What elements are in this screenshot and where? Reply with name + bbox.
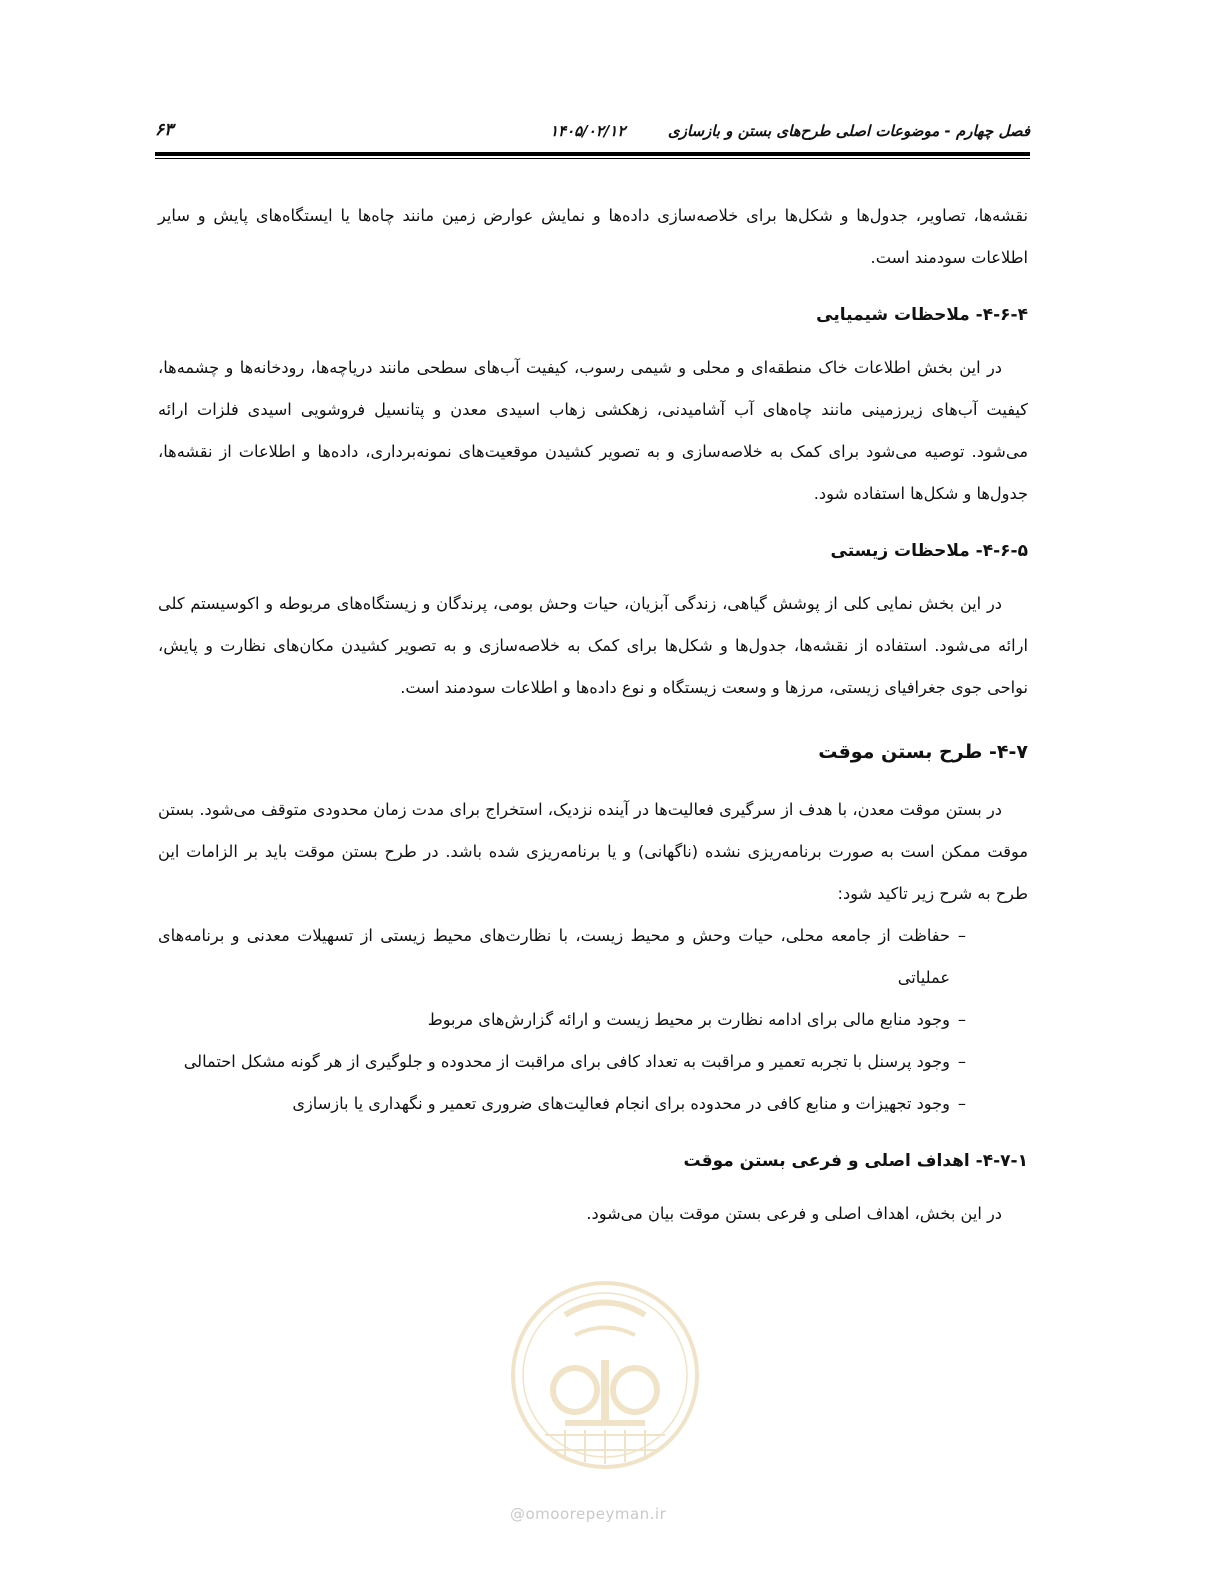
chapter-title: فصل چهارم - موضوعات اصلی طرح‌های بستن و بازسازی: [667, 122, 1030, 140]
section-heading-goals: ۴-۷-۱- اهداف اصلی و فرعی بستن موقت: [683, 1151, 1028, 1171]
section-body-chemical: در این بخش اطلاعات خاک منطقه‌ای و محلی و شیمی رسوب، کیفیت آب‌های سطحی مانند دریاچه‌ها، رودخانه‌ها و چشمه‌ها، کیفیت آب‌های زیرزمینی مانند چاه‌های آب آشامیدنی، زهکشی زهاب اسیدی معدن و پتانسیل فروشویی اسیدی فلزات ارائه می‌شود. توصیه می‌شود برای کمک به خلاصه‌سازی و به تصویر کشیدن موقعیت‌های نمونه‌برداری، داده‌ها و اطلاعات از نقشه‌ها، جدول‌ها و شکل‌ها استفاده شود.: [158, 358, 1028, 503]
list-item: [158, 1041, 1028, 1083]
list-item: [158, 999, 1028, 1041]
page-header: [155, 118, 1030, 148]
bullet-dash: –: [957, 1010, 966, 1029]
header-rule-thin: [155, 158, 1030, 159]
section-body-temporary-closure: در بستن موقت معدن، با هدف از سرگیری فعالیت‌ها در آینده نزدیک، استخراج برای مدت زمان محدودی متوقف می‌شود. بستن موقت ممکن است به صورت برنامه‌ریزی نشده (ناگهانی) و یا برنامه‌ریزی شده باشد. در طرح بستن موقت باید بر الزامات این طرح به شرح زیر تاکید شود:: [158, 800, 1028, 903]
section-heading-chemical: ۴-۶-۴- ملاحظات شیمیایی: [816, 305, 1028, 325]
section-body-goals: در این بخش، اهداف اصلی و فرعی بستن موقت بیان می‌شود.: [586, 1204, 1002, 1223]
document-date: ۱۴۰۵/۰۲/۱۲: [550, 122, 626, 140]
requirements-list: [158, 915, 1028, 1125]
list-item-text: وجود پرسنل با تجربه تعمیر و مراقبت به تعداد کافی برای مراقبت از محدوده و جلوگیری از هر گونه مشکل احتمالی: [183, 1052, 950, 1071]
header-rule-thick: [155, 152, 1030, 156]
page-body: [158, 195, 1028, 1235]
section-heading-temporary-closure: ۴-۷- طرح بستن موقت: [818, 741, 1028, 763]
page-number: ۶۳: [155, 120, 174, 140]
list-item-text: وجود تجهیزات و منابع کافی در محدوده برای انجام فعالیت‌های ضروری تعمیر و نگهداری یا بازسازی: [292, 1094, 950, 1113]
list-item-text: حفاظت از جامعه محلی، حیات وحش و محیط زیست، با نظارت‌های محیط زیستی از تسهیلات معدنی و برنامه‌های عملیاتی: [158, 926, 950, 987]
watermark-text: @omoorepeyman.ir: [510, 1505, 667, 1523]
intro-paragraph: نقشه‌ها، تصاویر، جدول‌ها و شکل‌ها برای خلاصه‌سازی داده‌ها و نمایش عوارض زمین مانند چاه‌ها یا ایستگاه‌های پایش و سایر اطلاعات سودمند است.: [158, 206, 1028, 267]
list-item: [158, 1083, 1028, 1125]
list-item: [158, 915, 1028, 999]
list-item-text: وجود منابع مالی برای ادامه نظارت بر محیط زیست و ارائه گزارش‌های مربوط: [427, 1010, 950, 1029]
bullet-dash: –: [957, 1052, 966, 1071]
bullet-dash: –: [957, 926, 966, 945]
section-body-biological: در این بخش نمایی کلی از پوشش گیاهی، زندگی آبزیان، حیات وحش بومی، پرندگان و زیستگاه‌های مربوطه و اکوسیستم کلی ارائه می‌شود. استفاده از نقشه‌ها، جدول‌ها و شکل‌ها برای کمک به خلاصه‌سازی و به تصویر کشیدن مکان‌های نظارت و پایش، نواحی جوی جغرافیای زیستی، مرزها و وسعت زیستگاه و نوع داده‌ها و اطلاعات سودمند است.: [158, 594, 1028, 697]
watermark-logo-icon: [505, 1270, 705, 1500]
bullet-dash: –: [957, 1094, 966, 1113]
section-heading-biological: ۴-۶-۵- ملاحظات زیستی: [830, 541, 1028, 561]
